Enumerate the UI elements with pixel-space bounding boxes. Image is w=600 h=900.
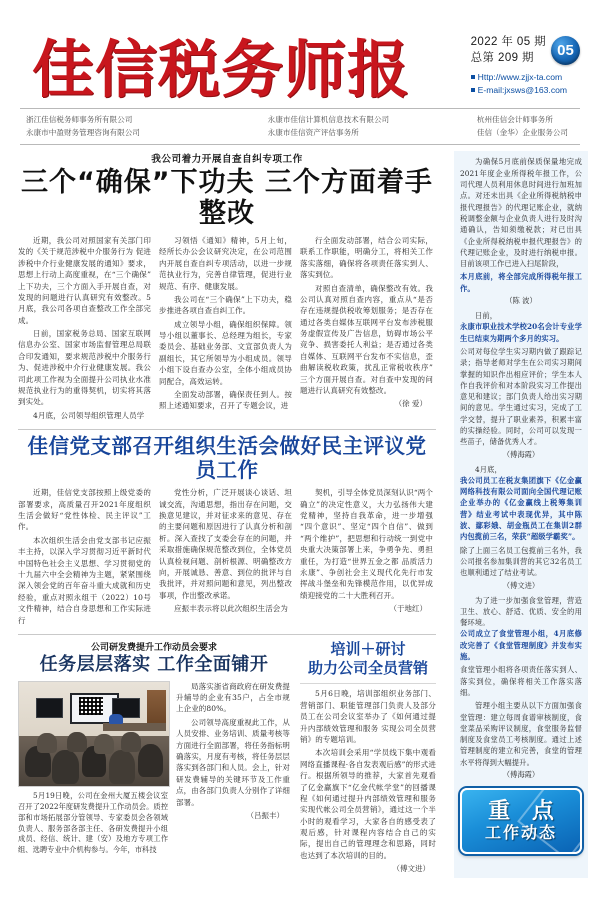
training-headline-line2: 助力公司全员营销 [307, 659, 428, 678]
paragraph: 应振丰表示将以此次组织生活会为 [174, 604, 288, 614]
section-divider [18, 634, 436, 635]
issue-year: 2022 年 05 期 [470, 36, 546, 48]
masthead-divider-bottom [20, 144, 580, 145]
paragraph: 全面发动部署，确保责任到人。按照上述通知要求，召开了专题会议，进 [159, 390, 292, 411]
brief-byline: （傅文进） [502, 580, 540, 590]
org-1-line-2: 永康市中盈财务管理咨询有限公司 [26, 127, 140, 137]
brief-item [460, 595, 582, 780]
paragraph: 4月底， [475, 464, 502, 474]
photo-attendee [37, 733, 57, 754]
article-party [18, 435, 436, 628]
website-line [471, 71, 580, 84]
paragraph-highlight: 我公司员工在税友集团旗下《亿金赢网络科技有限公司面向全国代理记账企业举办的《亿金赢线上税筹集训营》结业考试中表现优异，其中陈波、鄢彩娥、胡金瓶员工在集训2群内包揽前三名，荣获“超级学霸奖”。 [460, 475, 582, 542]
newspaper-title: 佳信税务师报 [32, 32, 411, 106]
article-training [300, 640, 436, 878]
org-2-line-2: 永康市佳信资产评估事务所 [267, 127, 359, 137]
party-columns [18, 487, 436, 628]
photo-attendee [94, 734, 114, 755]
paragraph: 本次培训会采用“学员线下集中观看网络直播课程·各自发表观后感”的形式进行。根据所领导的推荐，大家首先观看了亿金赢旗下“亿金代帐学堂”的回播课程《如何通过提升内部绩效管理和服务 实现代帐公司全员营销》，通过这一个半小时的观看学习，大家各自的感受表了观后感，针对课程内容结合自己的实际，提出自己的管理理念和思路，同时也达到了本次培训的目的。 [300, 748, 436, 860]
meeting-photo [18, 681, 170, 787]
paragraph: 习领悟《通知》精神，5月上旬，经所长办公会议研究决定，在公司范围内开展自查自纠专项活动，以进一步规范执业行为，完善自律管理，促进行业规范、有序、健康发展。 [159, 235, 292, 291]
paragraph: 党性分析，广泛开展谈心谈话、坦诚交流，沟通思想，指出存在问题，交换意见建议，并对征求来的意见、存在的主要问题和原因进行了认真分析和剖析。深入查找了支委会存在的问题，并采取措施确保规范整改到位，全体党员认真检视问题、剖析根源、明确整改方向，开展诚恳、善意、到位的批评与自我批评，并对照问题和意见，列出整改事项，作出整改承诺。 [159, 488, 292, 600]
bullet-icon [471, 75, 475, 79]
brief-item [460, 156, 582, 306]
issue-number-badge: 05 [551, 36, 580, 65]
brief-item [460, 464, 582, 591]
website-text: Http://www.zjjx-ta.com [477, 71, 563, 82]
bullet-icon [471, 88, 475, 92]
paragraph: 公司对每位学生实习期内做了跟踪记录；指导老师对学生在公司实习期间掌握的知识作出相应评价；学生本人作自我评价和对本阶段实习工作提出意见和建议；部门负责人给出实习期间的意见。学生通过实习，完成了工学交替，提升了职业素养，积累丰富的实操经验。同时，公司可以发现一些苗子，储备优秀人才。 [460, 346, 582, 447]
lead-kicker: 我公司着力开展自查自纠专项工作 [151, 154, 303, 166]
paragraph: 为确保5月底前保质保量地完成2021年度企业所得税年报工作，公司代理人员利用休息时间进行加班加点。对还未出具《企业所得税纳税申报代理报告》的代理记账企业，就纳税调整金额与企业负责人进行及时沟通确认，告知须缴税款；对已出具《企业所得税纳税申报代理报告》的代理记账企业，及时进行纳税申报。目前该项工作已进入扫尾阶段， [460, 157, 582, 269]
paragraph: 除了上面三名员工包揽前三名外，我公司报名参加集训营的其它32名员工也顺利通过了结业考试。 [460, 545, 582, 578]
paragraph: 我公司在“三个确保”上下功夫，稳步推进各项自查自纠工作。 [159, 294, 292, 316]
org-2-line-1: 永康市佳信计算机信息技术有限公司 [267, 115, 390, 125]
paragraph: 日前， [475, 311, 498, 321]
lead-column-3 [300, 235, 433, 423]
photo-attendee [67, 732, 87, 753]
rnd-kicker: 公司研发费提升工作动员会要求 [90, 642, 217, 652]
bottom-band [18, 640, 436, 878]
brief-byline: （傅海霞） [502, 449, 540, 459]
party-column-3 [300, 487, 433, 628]
paragraph: 行全面发动部署，结合公司实际，联系工作职能，明确分工，将相关工作落实落细，确保将各项责任落实到人、落实到位。 [300, 235, 433, 280]
paragraph: 食堂管理小组将各项责任落实到人、落实到位，确保将相关工作落实落细。 [460, 665, 582, 697]
party-column-1 [18, 487, 151, 628]
article-byline: （徐 爱） [394, 399, 427, 409]
photo-tv-left-icon [36, 698, 64, 718]
lead-headline: 三个“确保”下功夫 三个方面着手整改 [21, 167, 433, 229]
rnd-body [18, 681, 290, 857]
paragraph: 为了进一步加强食堂管理，营造卫生、放心、舒适、优质、安全的用餐环境。 [460, 595, 582, 628]
paragraph: 近期，我公司对照国家有关部门印发的《关于规范涉税中介服务行为 促进涉税中介行业健康发展的通知》要求，思想上行动上高度重视，在“三个确保”上下功夫，三个方面入手开展自查，对发现的问题进行认真研究有效整改。5月底，我公司各项自查整改工作全部完成。 [18, 235, 151, 325]
contact-info [471, 71, 580, 97]
rnd-text-column [176, 681, 290, 857]
org-column-1 [26, 114, 140, 139]
paragraph: 近期，佳信党支部按照上级党委的部署要求，高质量召开2021年度组织生活会做好“党性体检、民主评议”工作。 [18, 488, 151, 532]
email-text: E-mail:jxsws@163.com [477, 84, 568, 95]
issue-text [471, 34, 546, 67]
section-divider [18, 429, 436, 430]
brief-item [460, 310, 582, 460]
paragraph: 局落实浙省商政府在研发费提升辅导的企业有35户，占全市规上企业的80%。 [176, 681, 290, 714]
paragraph: 对照自查清单，确保整改有效。我公司认真对照自查内容，重点从“是否存在违规提供税收筹划服务；是否存在通过各类自媒体互联网平台发布涉税服务虚假宣传及广告信息，妨碍市场公平竞争、损害委托人利益；是否通过各类自媒体、互联网平台发布不实信息，歪曲解读税收政策，扰乱正常税收秩序”三个方面开展自查。对自查中发现的问题进行认真研究有效整改。 [300, 283, 433, 396]
article-byline: （吕振丰） [246, 810, 284, 820]
issue-total: 总第 209 期 [470, 52, 534, 65]
paragraph: 日前，国家税务总局、国家互联网信息办公室、国家市场监督管理总局联合印发通知，要求规范涉税中介服务行为、促进涉税中介行业健康发展。我公司此项工作视为全面提升公司执业水准规范执业行为的重得契机，切实将其落到实处。 [18, 329, 151, 407]
photo-presenter-desk [103, 723, 166, 730]
paragraph: 成立领导小组，确保组织保障。领导小组以董事长、总经理为组长，专家委员会、基础业务部、文宣部负责人为副组长，其它所领导为小组成员。领导小组下设自查办公室，全体小组成员协同配合，高效运转。 [159, 319, 292, 386]
photo-attendee [52, 750, 79, 783]
paragraph: 5月6日晚，培训部组织业务部门、营销部门、职能管理部门负责人及部分员工在公司会议室举办了《如何通过提升内部绩效管理和服务 实现公司全员营销》的专题培训。 [300, 689, 436, 744]
email-line [471, 84, 580, 97]
masthead [18, 0, 582, 106]
org-column-3 [477, 114, 568, 139]
emblem-line-2: 工作动态 [484, 822, 557, 842]
photo-caption: 5月19日晚，公司在金州大厦五楼会议室召开了2022年度研发费提升工作动员会。质控部和市场拓展部分管领导、专家委员会各领域负责人、服务部各部主任、各研发费提升小组成员、经信、统计、建（安）及地方专项工作组、选聘专业中介机构参与。今年，市科技 [18, 790, 168, 855]
article-lead [18, 151, 436, 423]
photo-attendee [121, 732, 141, 753]
lead-column-1 [18, 235, 151, 423]
key-work-emblem [460, 788, 582, 854]
lead-column-2 [159, 235, 292, 423]
paragraph-highlight: 永康市职业技术学校20名会计专业学生已结束为期两个多月的实习。 [460, 322, 582, 343]
party-headline: 佳信党支部召开组织生活会做好民主评议党员工作 [27, 434, 427, 482]
org-3-line-1: 杭州佳信会计师事务所 [476, 115, 553, 125]
org-3-line-2: 佳信（金华）企业服务公司 [476, 127, 568, 137]
party-column-2 [159, 487, 292, 628]
rnd-headline: 任务层层落实 工作全面铺开 [39, 654, 269, 675]
article-rnd [18, 640, 290, 878]
paragraph: 契机，引导全体党员深刻认识“两个确立”的决定性意义，大力弘扬伟大建党精神，坚持自我革命，进一步增强“四个意识”、坚定“四个自信”、做到“两个维护”，把思想和行动统一到党中央重大决策部署上来，争勇争先、勇担重任，为打造“世界五金之都 品质活力永康”、争创社会主义现代化先行市发挥战斗堡垒和先锋模范作用，以优异成绩迎接党的二十大胜利召开。 [300, 488, 433, 600]
photo-attendee [109, 750, 135, 783]
paragraph: 公司领导高度重视此工作，从人员安排、业务培训、质量考核等方面进行全面部署，将任务指标明确落实，月度有考核，将任务层层落实到各部门和人员。会上，针对研发费辅导的关键环节及工作重点，由各部门负责人分别作了详细部署。 [176, 717, 290, 807]
emblem-zone [460, 788, 582, 854]
main-articles-zone [18, 151, 436, 878]
photo-presenter [109, 714, 123, 724]
lead-columns [18, 235, 436, 423]
issue-row [471, 34, 580, 67]
paragraph-highlight: 公司成立了食堂管理小组，4月底修改完善了《食堂管理制度》并发布实施。 [460, 629, 582, 662]
masthead-meta [471, 34, 580, 100]
training-divider [300, 683, 436, 684]
article-byline: （傅文进） [392, 864, 430, 874]
briefs-sidebar [454, 151, 588, 878]
brief-byline: （傅海霞） [502, 770, 540, 780]
paragraph: 管理小组主要从以下方面加强食堂管理：建立每周食谱审核制度，食堂菜品采购评议制度，食堂服务监督制度及食堂员工考核制度。通过上述管理制度的建立和完善，食堂的管理水平将得到大幅提升。 [460, 701, 582, 767]
training-headline-line1: 培训＋研讨 [330, 640, 406, 658]
emblem-line-1: 重 点 [488, 798, 561, 824]
organization-list [18, 109, 582, 144]
article-byline: （于地红） [389, 604, 427, 614]
page-content [18, 151, 582, 878]
photo-qr-code-icon [79, 697, 103, 715]
rnd-photo-block [18, 681, 168, 857]
org-1-line-1: 浙江佳信税务师事务所有限公司 [26, 115, 133, 125]
photo-attendee [138, 744, 164, 777]
org-column-2 [268, 114, 390, 139]
paragraph-highlight: 本月底前，将全部完成所得税年报工作。 [460, 272, 582, 293]
paragraph: 本次组织生活会由党支部书记应振丰主持，以深入学习贯彻习近平新时代中国特色社会主义思想、学习贯彻党的十九届六中全会精神为主题，紧紧围绕深入领会党的百年奋斗重大成就和历史经验，重点对照永组干（2022）10号文件精神，结合自身思想和工作实际进行 [18, 535, 151, 625]
photo-door [147, 690, 167, 725]
brief-byline: （陈 波） [505, 296, 537, 306]
paragraph: 4月底，公司领导组织管理人员学 [33, 410, 145, 420]
